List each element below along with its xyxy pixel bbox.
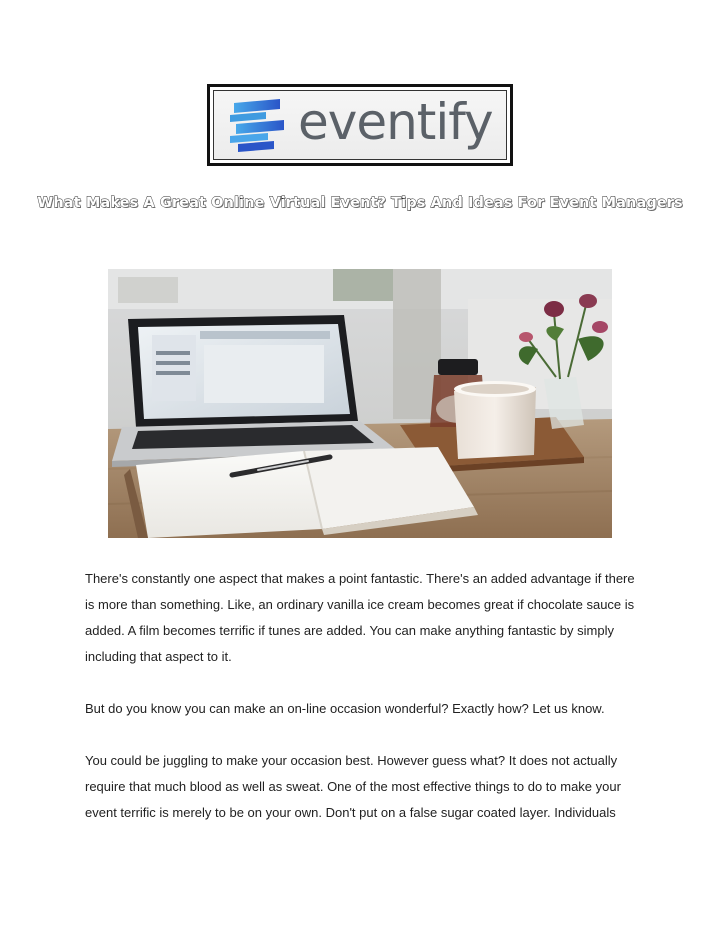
paragraph: You could be juggling to make your occasion best. However guess what? It does not actually require that much blood as well as sweat. One of the most effective things to do to make your event terrific is merely to be on your own. Don't put on a false sugar coated layer. Individuals xyxy=(85,753,621,820)
paragraph: But do you know you can make an on-line occasion wonderful? Exactly how? Let us know. xyxy=(85,701,605,716)
article-body xyxy=(85,566,645,852)
eventify-stripes-logo-icon xyxy=(226,97,292,153)
laptop-notebook-coffee-flowers-photo xyxy=(108,269,612,538)
eventify-logo xyxy=(207,84,513,166)
hero-photo-illustration xyxy=(108,269,612,538)
eventify-wordmark: eventify xyxy=(298,93,493,151)
logo-inner xyxy=(213,90,507,160)
article-title: What Makes A Great Online Virtual Event? Tips And Ideas For Event Managers xyxy=(37,195,683,211)
paragraph: There's constantly one aspect that makes a point fantastic. There's an added advantage if there is more than something. Like, an ordinary vanilla ice cream becomes great if chocolate sauce is added. A film becomes terrific if tunes are added. You can make anything fantastic by simply including that aspect to it. xyxy=(85,571,635,664)
